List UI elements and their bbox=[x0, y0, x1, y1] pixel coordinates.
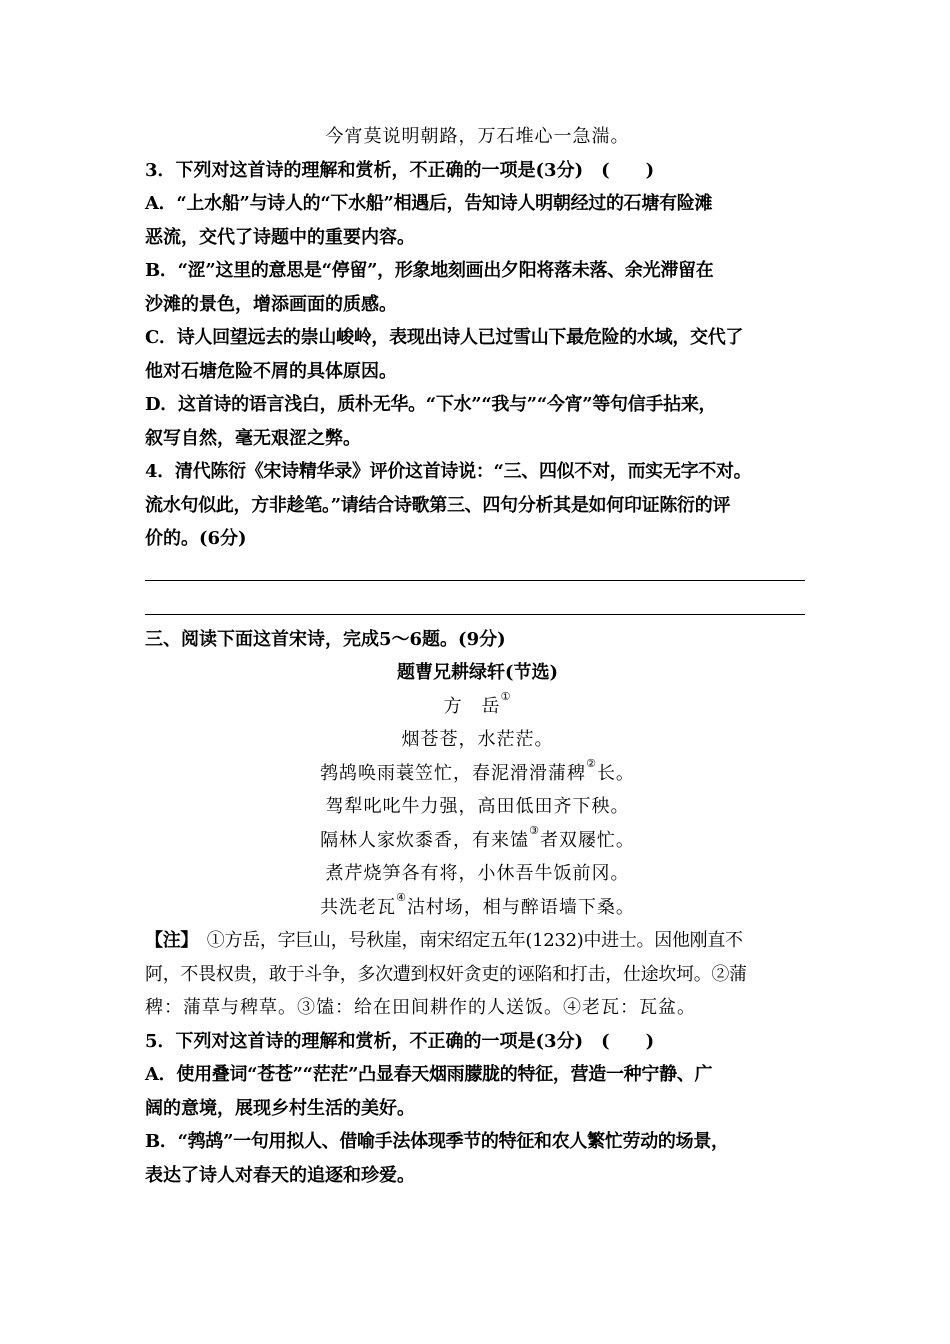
poem2-title: 题曹兄耕绿轩(节选) bbox=[396, 662, 559, 683]
poem2-author-name: 方 岳 bbox=[443, 695, 501, 717]
poem2-line4-part2: 者双屦忙。 bbox=[539, 829, 635, 851]
q3-option-b-line1: B．“涩”这里的意思是“停留”，形象地刻画出夕阳将落未落、余光滞留在 bbox=[145, 260, 714, 281]
q4-line2: 流水句似此，方非趁笔。”请结合诗歌第三、四句分析其是如何印证陈衍的评 bbox=[145, 494, 731, 516]
answer-line-1 bbox=[145, 556, 810, 590]
q4-line3: 价的。(6分) bbox=[145, 528, 247, 549]
q5-option-b-line2: 表达了诗人对春天的追逐和珍爱。 bbox=[145, 1164, 415, 1186]
poem2-line2 bbox=[145, 757, 810, 791]
q3-option-a-line1: A．“上水船”与诗人的“下水船”相遇后，告知诗人明朝经过的石塘有险滩 bbox=[145, 193, 713, 214]
q5-option-a-line2: 阔的意境，展现乡村生活的美好。 bbox=[145, 1097, 415, 1119]
notes-line2: 阿，不畏权贵，敢于斗争，多次遭到权奸贪吏的诬陷和打击，仕途坎坷。②蒲 bbox=[145, 963, 747, 985]
poem2-line2-note-mark: ② bbox=[586, 756, 597, 770]
poem1-last-line: 今宵莫说明朝路，万石堆心一急湍。 bbox=[325, 126, 630, 147]
poem2-author-note-mark: ① bbox=[500, 689, 512, 703]
document-page bbox=[145, 120, 810, 1192]
q5-option-b-line1: B．“鹁鸪”一句用拟人、借喻手法体现季节的特征和农人繁忙劳动的场景， bbox=[145, 1131, 729, 1152]
poem2-line6-part1: 共洗老瓦 bbox=[320, 896, 397, 918]
poem2-line3: 驾犁叱叱牛力强，高田低田齐下秧。 bbox=[325, 796, 630, 817]
poem2-line5: 煮芹烧笋各有将，小休吾牛饭前冈。 bbox=[325, 863, 630, 884]
q3-option-b-line2: 沙滩的景色，增添画面的质感。 bbox=[145, 293, 397, 315]
poem2-line2-part2: 长。 bbox=[596, 762, 635, 784]
poem2-line6 bbox=[145, 891, 810, 925]
q3-option-d-line1: D．这首诗的语言浅白，质朴无华。“下水”“我与”“今宵”等句信手拈来， bbox=[145, 394, 717, 415]
q3-option-c-line1: C．诗人回望远去的崇山峻岭，表现出诗人已过雪山下最危险的水域，交代了 bbox=[145, 327, 744, 348]
section3-heading: 三、阅读下面这首宋诗，完成5～6题。(9分) bbox=[145, 628, 506, 650]
q3-option-c-line2: 他对石塘危险不屑的具体原因。 bbox=[145, 360, 397, 382]
q3-option-d-line2: 叙写自然，毫无艰涩之弊。 bbox=[145, 427, 361, 449]
poem2-line1: 烟苍苍，水茫茫。 bbox=[401, 729, 554, 750]
poem2-line6-part2: 沽村场，相与醉语墙下桑。 bbox=[406, 896, 635, 918]
poem2-line4-note-mark: ③ bbox=[529, 823, 540, 837]
q3-stem: 3．下列对这首诗的理解和赏析，不正确的一项是(3分) ( ) bbox=[145, 159, 655, 181]
poem2-line4 bbox=[145, 824, 810, 858]
poem2-line6-note-mark: ④ bbox=[396, 890, 407, 904]
notes-label: 【注】 bbox=[145, 930, 190, 951]
poem2-line2-part1: 鹁鸪唤雨蓑笠忙，春泥滑滑蒲稗 bbox=[320, 762, 587, 784]
q5-stem: 5．下列对这首诗的理解和赏析，不正确的一项是(3分) ( ) bbox=[145, 1030, 655, 1052]
q3-option-a-line2: 恶流，交代了诗题中的重要内容。 bbox=[145, 226, 415, 248]
notes-line3: 稗：蒲草与稗草。③馌：给在田间耕作的人送饭。④老瓦：瓦盆。 bbox=[145, 997, 696, 1018]
answer-line-2 bbox=[145, 589, 810, 623]
notes-line1-text: ①方岳，字巨山，号秋崖，南宋绍定五年(1232)中进士。因他刚直不 bbox=[189, 930, 743, 951]
notes-line1 bbox=[145, 924, 810, 958]
poem2-line4-part1: 隔林人家炊黍香，有来馌 bbox=[320, 829, 530, 851]
q4-line1: 4．清代陈衍《宋诗精华录》评价这首诗说：“三、四似不对，而实无字不对。 bbox=[145, 461, 752, 482]
q5-option-a-line1: A．使用叠词“苍苍”“茫茫”凸显春天烟雨朦胧的特征，营造一种宁静、广 bbox=[145, 1064, 713, 1085]
poem2-author bbox=[145, 690, 810, 724]
